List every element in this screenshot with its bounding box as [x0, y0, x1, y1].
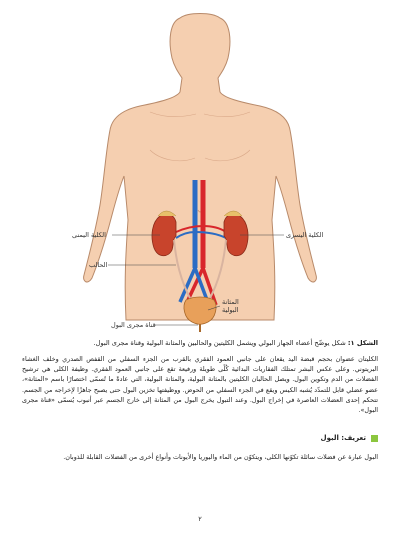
label-right-kidney: الكلية اليمنى — [72, 231, 106, 239]
page-number: ٢ — [198, 515, 202, 523]
label-ureter: الحالب — [89, 261, 108, 269]
bladder — [184, 297, 216, 324]
green-square-icon — [371, 435, 378, 442]
caption-text: شكل يوضّح أعضاء الجهاز البولي ويشمل الكليتين والحالبين والمثانة البولية وقناة مجرى البول. — [93, 339, 346, 347]
label-bladder-1: المثانة — [222, 298, 239, 306]
definition-title: تعريف: البول — [320, 434, 366, 442]
figure-caption — [22, 338, 378, 348]
label-bladder-2: البولية — [222, 306, 239, 314]
body-paragraph: الكليتان عضوان بحجم قبضة اليد يقعان على جانبي العمود الفقري بالقرب من الجزء السفلي من القفص الصدري وخلف الغشاء البريتوني. وعلى عكس البشر تمتلك الفقاريات البدائية كُلًى طويلة ورفيعة تقع على جانبي العمود الفقري. وظيفة الكلى هي ترشيح الفضلات من الدم وتكوين البول. ويصل الحالبان الكليتين بالمثانة البولية، والمثانة البولية، التي عادةً ما تُسمّى اختصارًا باسم «المثانة»، عضو عضلي قابل للتمدّد يُشبه الكيس ويقع في الجزء السفلي من الحوض. ووظيفتها تخزين البول حتى يصبح جاهزًا لإخراجه من الجسم. تتحكم إحدى العضلات العاصرة في إخراج البول. وعند التبول يخرج البول من المثانة إلى خارج الجسم عبر أنبوب يُسمّى «قناة مجرى البول». — [22, 355, 378, 415]
label-left-kidney: الكلية اليسرى — [286, 231, 324, 239]
definition-text: البول عبارة عن فضلات سائلة تكوّنها الكلى، ويتكوّن من الماء واليوريا والأيونات وأنواع أخرى من الفضلات القابلة للذوبان. — [63, 453, 378, 461]
definition-heading — [321, 434, 378, 442]
caption-label: الشكل ١: — [347, 339, 378, 347]
label-urethra: قناة مجرى البول — [111, 321, 156, 329]
